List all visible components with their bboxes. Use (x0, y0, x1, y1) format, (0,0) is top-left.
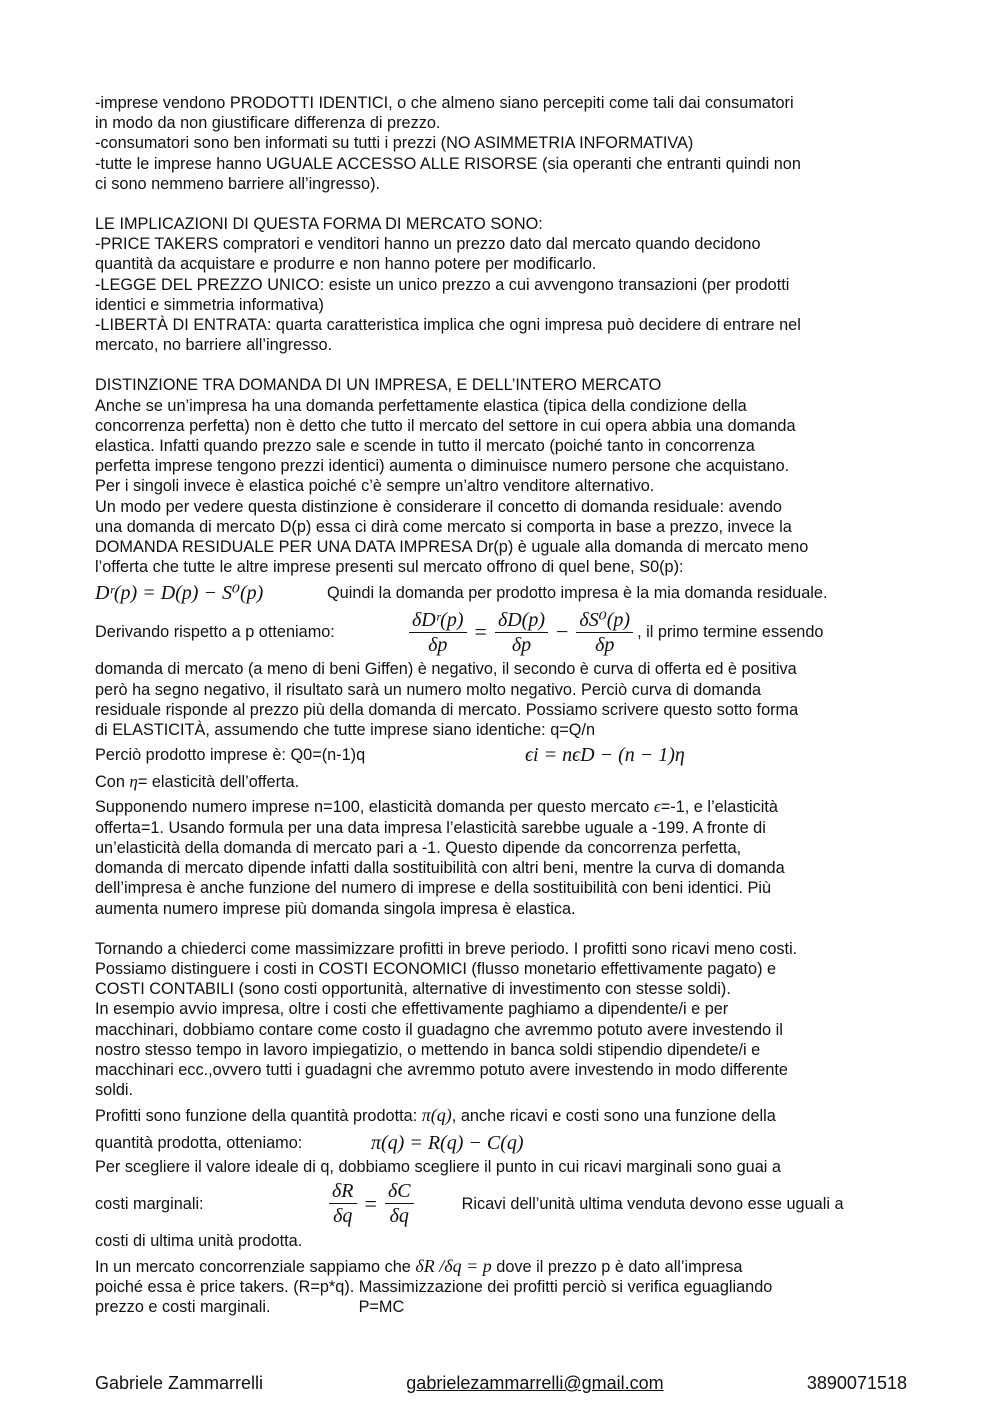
section2-line: quantità da acquistare e produrre e non hanno potere per modificarlo. (95, 255, 597, 274)
profit-equation-lead: quantità prodotta, otteniamo: (95, 1133, 303, 1152)
fraction-dR (329, 1179, 357, 1228)
profit-post: , anche ricavi e costi sono una funzione della (451, 1107, 776, 1126)
marginal-lead-line: Per scegliere il valore ideale di q, dobbiamo scegliere il punto in cui ricavi marginali sono guai a (95, 1157, 781, 1176)
equals-sign-2: = (364, 1190, 377, 1216)
section-price-takers (95, 1277, 907, 1297)
section3-line: Per i singoli invece è elastica poiché c’è sempre un’altro venditore alternativo. (95, 477, 655, 496)
fraction-dDr-denominator: δp (428, 633, 448, 656)
marginal-lead: costi marginali: (95, 1194, 204, 1213)
competitive-post: dove il prezzo p è dato all’impresa (491, 1257, 743, 1276)
author-name: Gabriele Zammarrelli (95, 1373, 264, 1393)
derivative-lead: Derivando rispetto a p otteniamo: (95, 623, 335, 642)
fraction-dDr-numerator: δDʳ(p) (409, 608, 467, 633)
section-elasticity (95, 659, 907, 740)
fraction-dR-denominator: δq (333, 1205, 353, 1228)
example-post: =-1, e l’elasticità (660, 798, 778, 817)
section4-line: residuale risponde al prezzo più della domanda di mercato. Possiamo scrivere questo sotto forma (95, 700, 799, 719)
section1-line: -tutte le imprese hanno UGUALE ACCESSO ALLE RISORSE (sia operanti che entranti quindi non (95, 154, 801, 173)
final-text: prezzo e costi marginali. (95, 1298, 271, 1317)
profit-equation-row (95, 1130, 907, 1157)
section2-line: mercato, no barriere all’ingresso. (95, 336, 333, 355)
fraction-dC-denominator: δq (389, 1205, 409, 1228)
elasticity-formula: ϵi = nϵD − (n − 1)η (525, 744, 685, 767)
section6-line: soldi. (95, 1081, 134, 1100)
section2-line: LE IMPLICAZIONI DI QUESTA FORMA DI MERCATO SONO: (95, 215, 543, 234)
marginal-equation-row (95, 1177, 907, 1231)
section6-line: COSTI CONTABILI (sono costi opportunità, alternative di investimento con stesse soldi). (95, 980, 731, 999)
final-line (95, 1297, 907, 1317)
section3-line: una domanda di mercato D(p) essa ci dirà come mercato si comporta in base a prezzo, invece la (95, 517, 792, 536)
section2-line: -LIBERTÀ DI ENTRATA: quarta caratteristica implica che ogni impresa può decidere di entrare nel (95, 316, 801, 335)
section6-line: Tornando a chiederci come massimizzare profitti in breve periodo. I profitti sono ricavi meno costi. (95, 939, 798, 958)
fraction-dC-numerator: δC (385, 1179, 414, 1204)
section4-line: però ha segno negativo, il risultato sarà un numero molto negativo. Perciò curva di domanda (95, 680, 762, 699)
profit-equation-formula: π(q) = R(q) − C(q) (371, 1131, 524, 1154)
section3-line: DISTINZIONE TRA DOMANDA DI UN IMPRESA, E DELL’INTERO MERCATO (95, 376, 662, 395)
profit-symbol: π(q) (421, 1105, 452, 1126)
eta-symbol: η (129, 772, 138, 792)
section2-line: -PRICE TAKERS compratori e venditori hanno un prezzo dato dal mercato quando decidono (95, 235, 761, 254)
section5-line: offerta=1. Usando formula per una data impresa l’elasticità sarebbe uguale a -199. A fronte di (95, 818, 766, 837)
section2-line: identici e simmetria informativa) (95, 295, 324, 314)
fraction-dD (495, 608, 548, 657)
section4-line: domanda di mercato (a meno di beni Giffen) è negativo, il secondo è curva di offerta ed è positiva (95, 660, 797, 679)
section5-line: aumenta numero imprese più domanda singola impresa è elastica. (95, 899, 576, 918)
final-tag: P=MC (358, 1298, 405, 1317)
document-body (95, 93, 907, 1318)
fraction-dC (385, 1179, 414, 1228)
fraction-dD-denominator: δp (511, 633, 532, 656)
section6-line: nostro stesso tempo in lavoro impiegatizio, o mettendo in banca soldi stipendio dipendete/i e (95, 1040, 761, 1059)
example-first-line (95, 797, 907, 817)
derivative-tail: , il primo termine essendo (637, 623, 824, 642)
section-profits (95, 939, 907, 1101)
fraction-dDr (409, 608, 467, 657)
residual-demand-formula: Dʳ(p) = D(p) − S⁰(p) (95, 581, 264, 604)
profit-pre: Profitti sono funzione della quantità prodotta: (95, 1107, 422, 1126)
section1-line: -imprese vendono PRODOTTI IDENTICI, o che almeno siano percepiti come tali dai consumatori (95, 94, 794, 112)
section1-line: -consumatori sono ben informati su tutti i prezzi (NO ASIMMETRIA INFORMATIVA) (95, 134, 694, 153)
section6-line: In esempio avvio impresa, oltre i costi che effettivamente paghiamo a dipendente/i e per (95, 1000, 729, 1019)
author-email-link[interactable]: gabrielezammarrelli@gmail.com (406, 1373, 664, 1393)
eta-post: = elasticità dell’offerta. (137, 773, 300, 792)
residual-demand-note: Quindi la domanda per prodotto impresa è la mia domanda residuale. (327, 583, 828, 602)
epsilon-symbol: ϵ (653, 797, 661, 817)
competitive-formula: δR /δq = p (415, 1255, 492, 1276)
section6-line: macchinari ecc.,ovvero tutti i guadagni che avremmo potuto avere investendo in modo differente (95, 1060, 788, 1079)
example-pre: Supponendo numero imprese n=100, elasticità domanda per questo mercato (95, 798, 654, 817)
section4-line: di ELASTICITÀ, assumendo che tutte imprese siano identiche: q=Q/n (95, 721, 596, 740)
section3-line: DOMANDA RESIDUALE PER UNA DATA IMPRESA Dr(p) è uguale alla domanda di mercato meno (95, 538, 809, 557)
fraction-dS0-denominator: δp (595, 633, 615, 656)
elasticity-equation-row (95, 742, 907, 768)
marginal-tail: Ricavi dell’unità ultima venduta devono esse uguali a (461, 1194, 844, 1213)
section7-line: poiché essa è price takers. (R=p*q). Massimizzazione dei profitti perciò si verifica eguagliando (95, 1278, 773, 1297)
section6-line: Possiamo distinguere i costi in COSTI ECONOMICI (flusso monetario effettivamente pagato) e (95, 959, 777, 978)
marginal-after: costi di ultima unità prodotta. (95, 1231, 303, 1250)
section1-line: ci sono nemmeno barriere all’ingresso). (95, 174, 381, 193)
section3-line: perfetta imprese tengono prezzi identici) aumenta o diminuisce numero persone che acquistano. (95, 457, 790, 476)
eta-definition (95, 772, 907, 792)
section-implications (95, 214, 907, 355)
fraction-dS0 (576, 608, 633, 657)
section-demand-distinction (95, 375, 907, 577)
eta-pre: Con (95, 773, 130, 792)
competitive-pre: In un mercato concorrenziale sappiamo che (95, 1257, 416, 1276)
profit-function-line (95, 1105, 907, 1126)
section5-line: dell’impresa è anche funzione del numero di imprese e della sostituibilità con beni identici. Più (95, 879, 772, 898)
section6-line: macchinari, dobbiamo contare come costo il guadagno che avremmo potuto avere investendo il (95, 1020, 783, 1039)
section3-line: concorrenza perfetta) non è detto che tutto il mercato del settore in cui opera abbia una domanda (95, 416, 796, 435)
residual-demand-equation-row (95, 580, 907, 605)
derivative-equation-row (95, 605, 907, 659)
section-example (95, 818, 907, 919)
section-characteristics (95, 93, 907, 194)
page-footer (95, 1373, 907, 1394)
section2-line: -LEGGE DEL PREZZO UNICO: esiste un unico prezzo a cui avvengono transazioni (per prodotti (95, 275, 790, 294)
fraction-dD-numerator: δD(p) (495, 608, 548, 633)
minus-sign: − (556, 619, 569, 645)
section3-line: elastica. Infatti quando prezzo sale e scende in tutto il mercato (poiché tanto in concorrenza (95, 437, 755, 456)
elasticity-lead: Perciò prodotto imprese è: Q0=(n-1)q (95, 746, 366, 765)
section1-line: in modo da non giustificare differenza di prezzo. (95, 114, 441, 133)
fraction-dS0-numerator: δS⁰(p) (576, 608, 633, 633)
section3-line: l’offerta che tutte le altre imprese presenti sul mercato offrono di quel bene, S0(p): (95, 558, 684, 577)
author-phone: 3890071518 (806, 1373, 907, 1393)
section5-line: un’elasticità della domanda di mercato pari a -1. Questo dipende da concorrenza perfetta, (95, 838, 742, 857)
section5-line: domanda di mercato dipende infatti dalla sostituibilità con altri beni, mentre la curva di domanda (95, 859, 785, 878)
section3-line: Un modo per vedere questa distinzione è considerare il concetto di domanda residuale: avendo (95, 497, 782, 516)
competitive-market-line (95, 1256, 907, 1277)
section3-line: Anche se un’impresa ha una domanda perfettamente elastica (tipica della condizione della (95, 396, 747, 415)
fraction-dR-numerator: δR (329, 1179, 357, 1204)
equals-sign: = (474, 619, 487, 645)
